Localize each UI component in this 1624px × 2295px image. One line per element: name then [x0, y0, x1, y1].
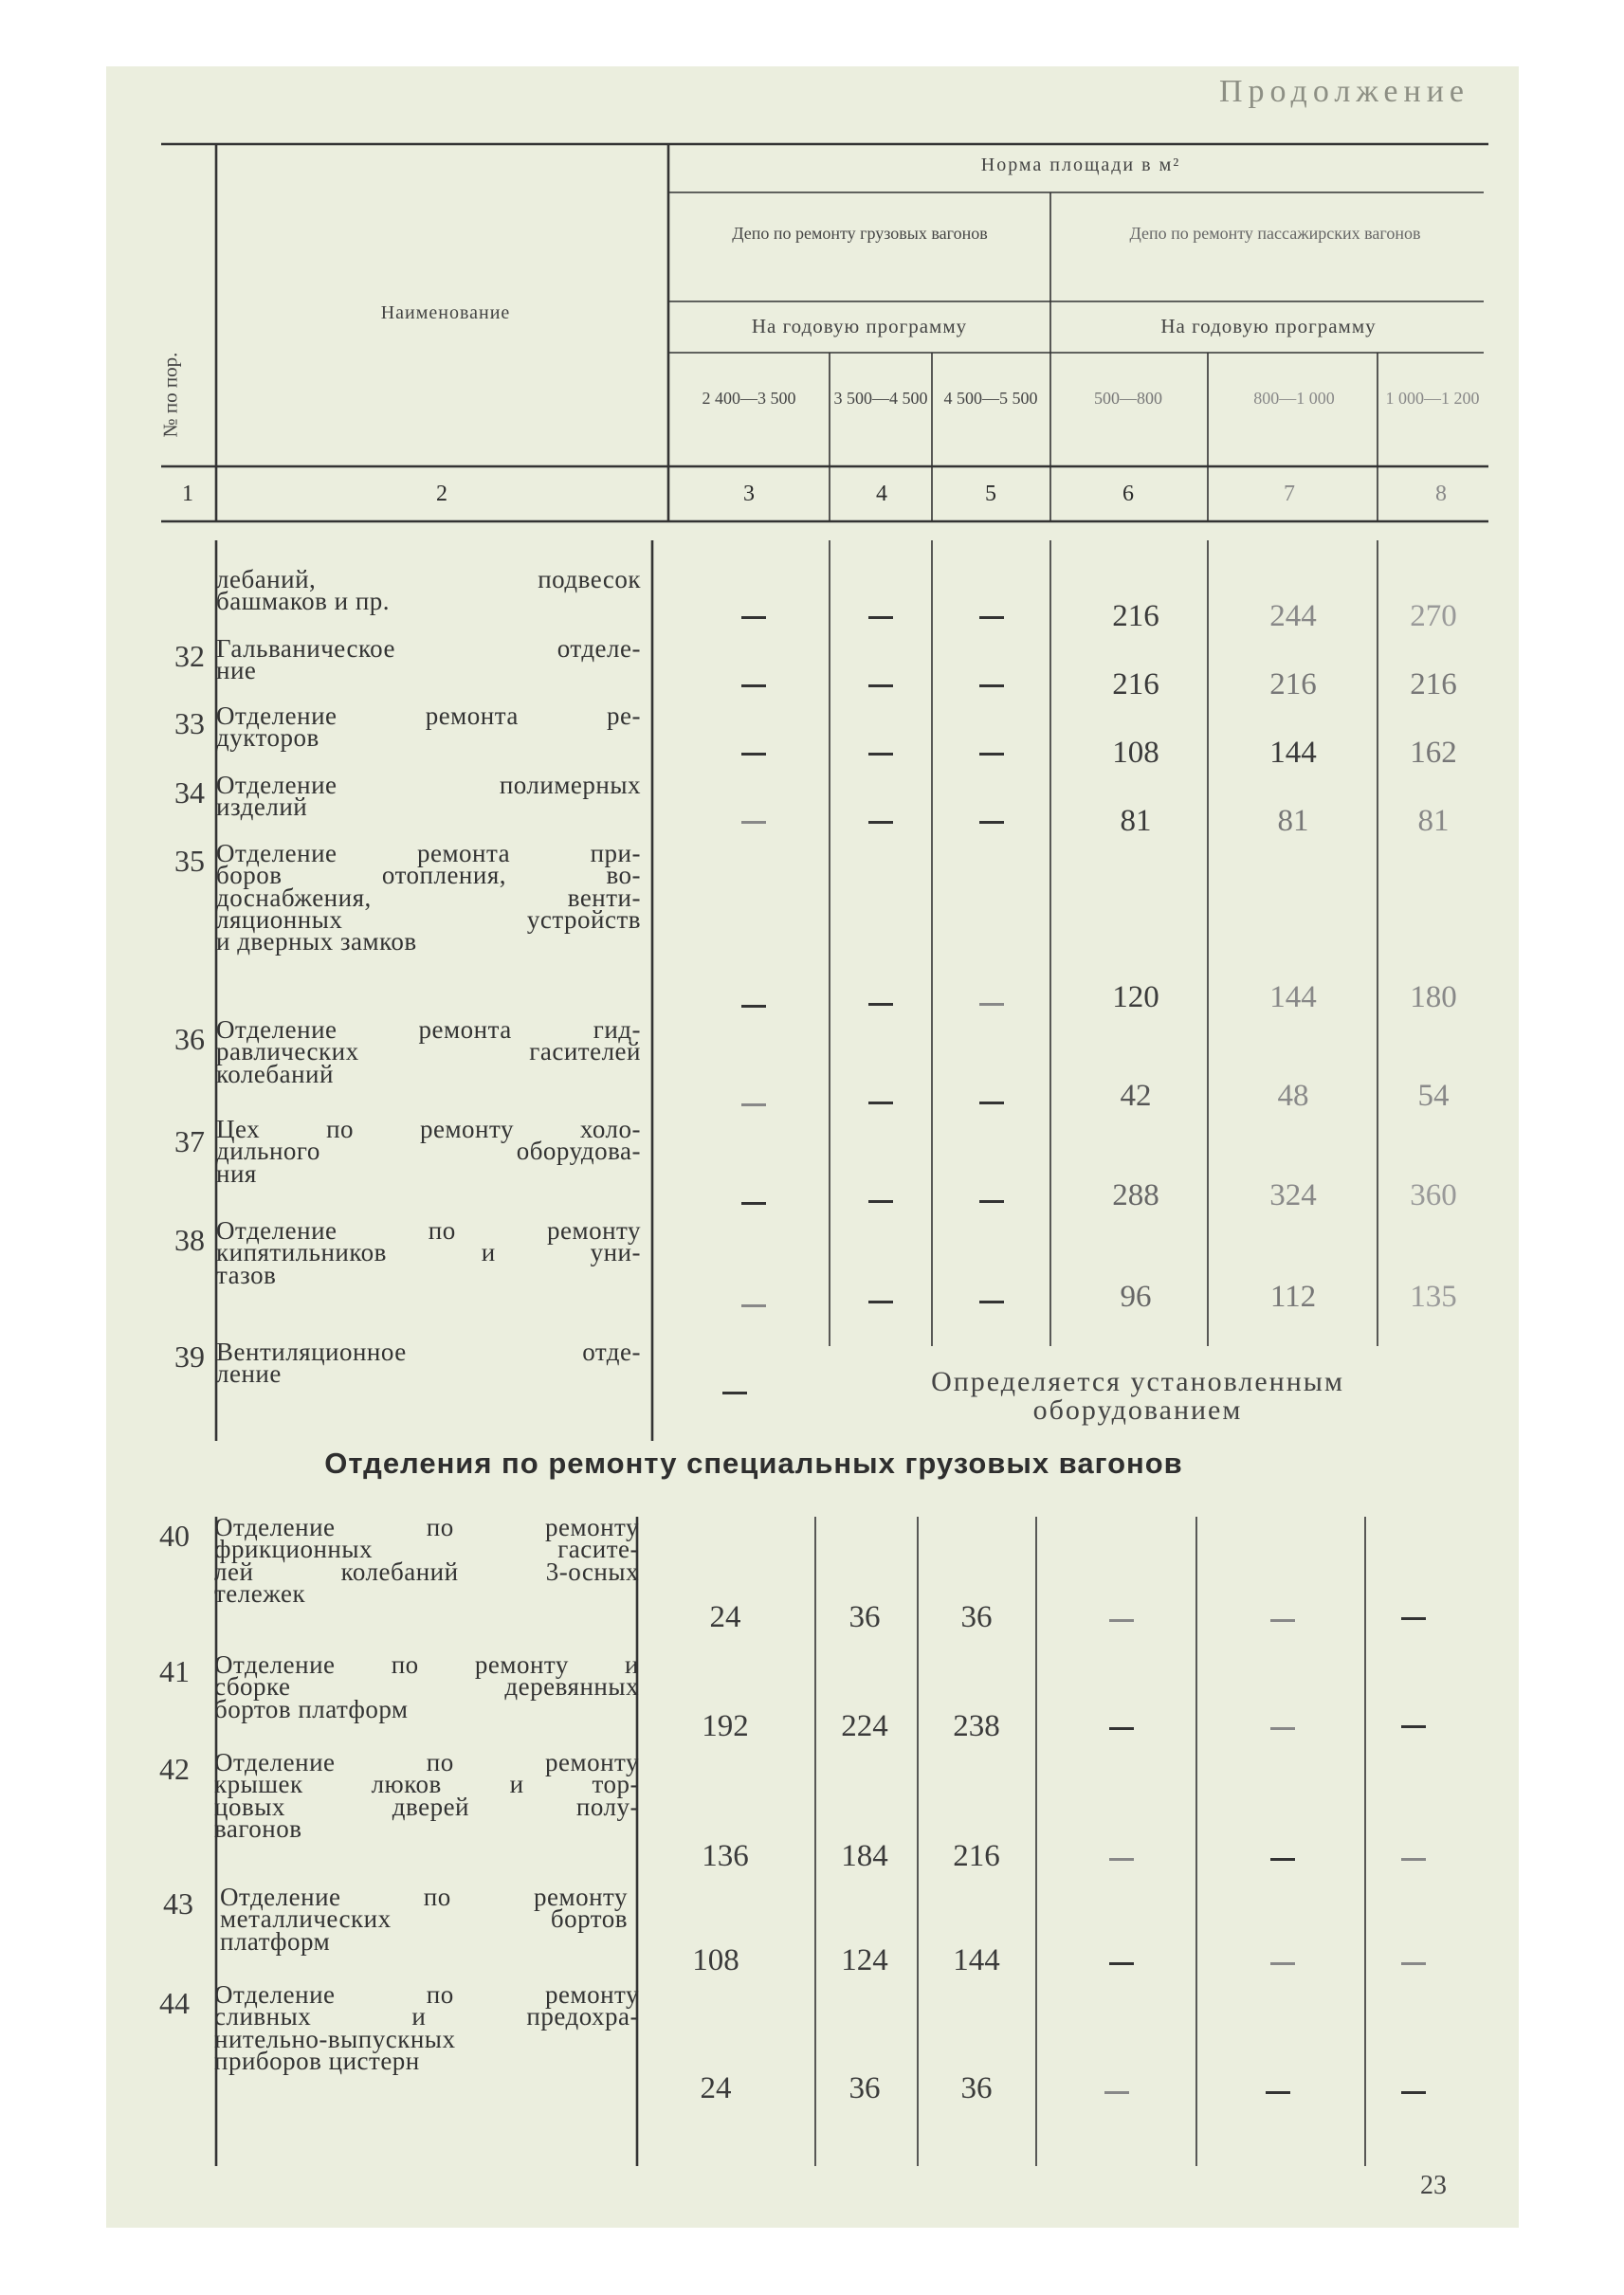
dash [1401, 1725, 1426, 1728]
row-name-line: Отделение по ремонту [216, 1216, 641, 1245]
dash [1266, 2091, 1290, 2094]
value-cell: 120 [1112, 980, 1159, 1014]
program-left-header: На годовую программу [751, 315, 968, 337]
freight-depot-header: Депо по ремонту грузовых вагонов [732, 224, 988, 243]
row-number: 37 [174, 1124, 205, 1158]
dash [1270, 1858, 1295, 1861]
row-name-line: Цех по ремонту холо- [216, 1115, 641, 1143]
dash [979, 753, 1004, 756]
row-name-line: кипятильников и уни- [216, 1238, 641, 1267]
value-cell: 162 [1410, 736, 1457, 770]
dash [741, 821, 766, 824]
dash [979, 1301, 1004, 1303]
area-norm-header: Норма площади в м² [980, 155, 1181, 175]
value-cell: 224 [841, 1709, 888, 1743]
row-name-line: бортов платформ [214, 1694, 409, 1723]
value-cell: 54 [1417, 1079, 1450, 1113]
row-39-note: Определяется установленным оборудованием [931, 1366, 1344, 1426]
value-cell: 81 [1417, 804, 1450, 838]
value-cell: 360 [1410, 1178, 1457, 1212]
row-name-line: тазов [216, 1260, 277, 1289]
range-3: 2 400—3 500 [702, 389, 796, 408]
row-number: 34 [174, 775, 205, 810]
value-cell: 288 [1112, 1178, 1159, 1212]
dash [979, 1003, 1004, 1006]
value-cell: 238 [953, 1709, 1000, 1743]
row-name-line: цовых дверей полу- [214, 1792, 639, 1821]
dash [868, 821, 893, 824]
value-cell: 216 [953, 1839, 1000, 1873]
dash [979, 616, 1004, 619]
row-number: 33 [174, 706, 205, 740]
dash [868, 1301, 893, 1303]
dash [741, 753, 766, 756]
row-name-line: доснабжения, венти- [216, 883, 641, 912]
value-cell: 36 [848, 2071, 881, 2105]
row-name-line: Отделение по ремонту [214, 1748, 639, 1776]
continuation-label: Продолжение [1218, 74, 1469, 109]
row-name-line: платформ [220, 1926, 331, 1956]
row-number: 38 [174, 1223, 205, 1257]
row-name-line: Отделение по ремонту [220, 1883, 628, 1911]
passenger-depot-header: Депо по ремонту пассажирских вагонов [1129, 224, 1421, 243]
row-name-line: колебаний [216, 1059, 334, 1088]
value-cell: 192 [702, 1709, 749, 1743]
value-cell: 216 [1269, 667, 1317, 701]
range-4: 3 500—4 500 [833, 389, 928, 408]
dash [1104, 2091, 1129, 2094]
row-name-line: Отделение по ремонту [214, 1980, 639, 2009]
value-cell: 48 [1277, 1079, 1309, 1113]
value-cell: 81 [1120, 804, 1152, 838]
row-name-line: ляционных устройств [216, 904, 641, 934]
value-cell: 216 [1112, 599, 1159, 633]
row-number: 40 [159, 1519, 190, 1553]
program-right-header: На годовую программу [1160, 315, 1377, 337]
col-index-4: 4 [876, 482, 887, 506]
value-cell: 324 [1269, 1178, 1317, 1212]
col-name-header: Наименование [380, 302, 511, 323]
row-name-line: ния [216, 1158, 257, 1188]
dash [741, 684, 766, 687]
row-name-line: изделий [216, 792, 308, 822]
value-cell: 112 [1269, 1280, 1317, 1314]
row-number: 35 [174, 844, 205, 878]
value-cell: 36 [960, 2071, 993, 2105]
value-cell: 136 [702, 1839, 749, 1873]
row-name-line: Отделение по ремонту [214, 1513, 639, 1541]
dash [741, 1202, 766, 1205]
dash [868, 753, 893, 756]
dash [1109, 1962, 1134, 1965]
dash [1109, 1727, 1134, 1730]
row-name-line: ние [216, 656, 257, 685]
row-name-line: нительно-выпускных [214, 2024, 456, 2053]
row-name-line: металлических бортов [220, 1904, 628, 1934]
section-title: Отделения по ремонту специальных грузовых вагонов [324, 1447, 1183, 1480]
dash [868, 1003, 893, 1006]
value-cell: 36 [960, 1600, 993, 1634]
col-index-7: 7 [1284, 482, 1295, 506]
value-cell: 216 [1112, 667, 1159, 701]
col-index-5: 5 [985, 482, 996, 506]
value-cell: 244 [1269, 599, 1317, 633]
dash [1401, 1962, 1426, 1965]
dash [979, 1200, 1004, 1203]
dash [979, 1102, 1004, 1104]
col-index-8: 8 [1435, 482, 1447, 506]
range-7: 800—1 000 [1253, 389, 1335, 408]
range-8: 1 000—1 200 [1385, 389, 1480, 408]
row-number: 36 [174, 1022, 205, 1056]
row-name-line: Отделение ремонта гид- [216, 1015, 641, 1044]
value-cell: 24 [709, 1600, 741, 1634]
value-cell: 144 [953, 1943, 1000, 1977]
dash [979, 821, 1004, 824]
dash [741, 1103, 766, 1106]
row-name-line: Отделение ремонта при- [216, 839, 641, 867]
row-name-line: тележек [214, 1578, 306, 1608]
row-number: 44 [159, 1986, 190, 2020]
value-cell: 36 [848, 1600, 881, 1634]
value-cell: 108 [692, 1943, 739, 1977]
dash [868, 616, 893, 619]
row-name-line: Отделение полимерных [216, 771, 641, 799]
value-cell: 124 [841, 1943, 888, 1977]
row-name-line: дукторов [216, 723, 319, 753]
dash [1401, 1617, 1426, 1620]
value-cell: 144 [1269, 980, 1317, 1014]
row-name-line: фрикционных гасите- [214, 1535, 639, 1564]
col-number-header: № по пор. [158, 352, 182, 438]
col-index-6: 6 [1122, 482, 1134, 506]
row-name-line: боров отопления, во- [216, 861, 641, 890]
row-name-line: Вентиляционное отде- [216, 1338, 641, 1366]
row-name-line: вагонов [214, 1813, 302, 1843]
value-cell: 24 [700, 2071, 732, 2105]
dash [1270, 1727, 1295, 1730]
value-cell: 135 [1410, 1280, 1457, 1314]
value-cell: 184 [841, 1839, 888, 1873]
row-name-line: и дверных замков [216, 927, 417, 956]
col-index-2: 2 [436, 482, 447, 506]
row-number: 41 [159, 1654, 190, 1688]
row-name-line: приборов цистерн [214, 2046, 420, 2075]
dash [741, 1304, 766, 1307]
dash [1401, 1858, 1426, 1861]
row-name-line: Отделение ремонта ре- [216, 701, 641, 730]
dash [1270, 1962, 1295, 1965]
dash [979, 684, 1004, 687]
row-name-line: лебаний, подвесок [216, 565, 641, 593]
row-name-line: Отделение по ремонту и [214, 1650, 639, 1679]
dash [741, 1005, 766, 1008]
row-number: 42 [159, 1752, 190, 1786]
page-number: 23 [1420, 2171, 1447, 2200]
col-index-1: 1 [182, 482, 193, 506]
dash [1109, 1619, 1134, 1622]
value-cell: 144 [1269, 736, 1317, 770]
range-5: 4 500—5 500 [943, 389, 1038, 408]
range-6: 500—800 [1094, 389, 1162, 408]
row-name-line: лей колебаний 3-осных [214, 1557, 639, 1586]
dash [868, 1102, 893, 1104]
row-number: 32 [174, 639, 205, 673]
dash [868, 684, 893, 687]
row-name-line: равлических гасителей [216, 1037, 641, 1066]
value-cell: 216 [1410, 667, 1457, 701]
row-name-line: крышек люков и тор- [214, 1770, 639, 1799]
value-cell: 108 [1112, 736, 1159, 770]
dash [1270, 1619, 1295, 1622]
row-name-line: сливных и предохра- [214, 2002, 639, 2031]
value-cell: 180 [1410, 980, 1457, 1014]
row-name-line: Гальваническое отделе- [216, 634, 641, 663]
row-number: 43 [163, 1886, 193, 1921]
value-cell: 270 [1410, 599, 1457, 633]
row-name-line: дильного оборудова- [216, 1137, 641, 1166]
value-cell: 42 [1120, 1079, 1152, 1113]
row-name-line: ление [216, 1359, 282, 1389]
dash [1109, 1858, 1134, 1861]
col-index-3: 3 [743, 482, 755, 506]
dash [1401, 2091, 1426, 2094]
dash [868, 1200, 893, 1203]
row-name-line: сборке деревянных [214, 1672, 639, 1702]
row-name-line: башмаков и пр. [216, 587, 391, 616]
row-number: 39 [174, 1339, 205, 1374]
value-cell: 96 [1120, 1280, 1152, 1314]
dash [741, 616, 766, 619]
value-cell: 81 [1277, 804, 1309, 838]
dash [722, 1392, 747, 1394]
